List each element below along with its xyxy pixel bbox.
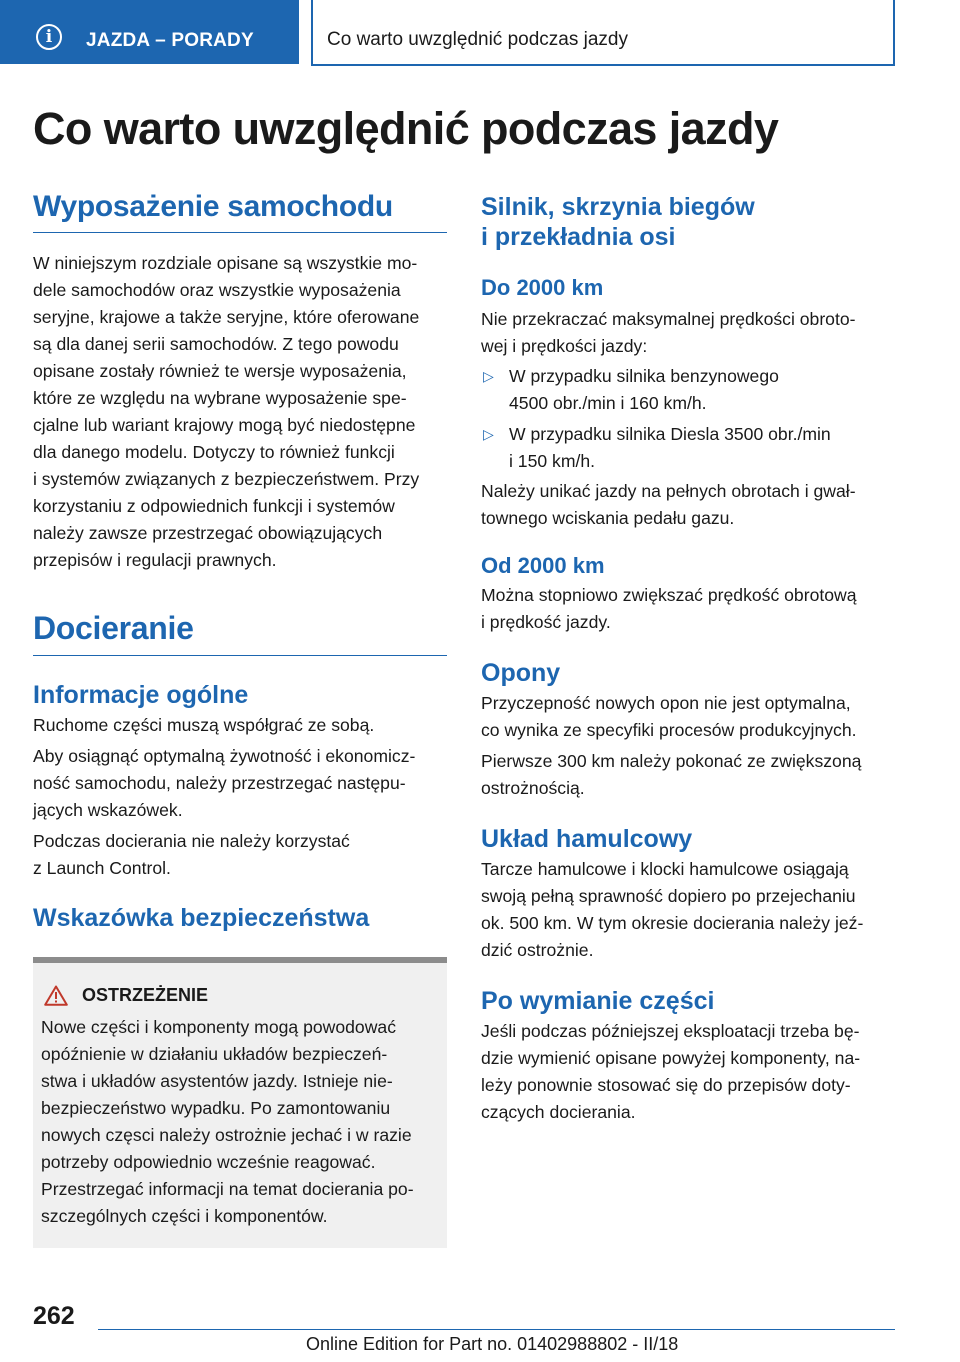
tires-p1: Przyczepność nowych opon nie jest optymalna, co wynika ze specyfiki procesów produkcyjnych.: [481, 693, 857, 740]
general-p1: Ruchome części muszą współgrać ze sobą.: [33, 715, 375, 735]
section-tab: [0, 0, 299, 64]
footer-divider: [98, 1329, 895, 1330]
equipment-paragraph: W niniejszym rozdziale opisane są wszystkie mo‐ dele samochodów oraz wszystkie wyposażenia seryjne, krajowe a także seryjne, które oferowane są dla danej serii samochodów. Z tego powodu opisane zostały również te wersje wyposażenia, które ze względu na wybrane wyposażenie spe‐ cjalne lub wariant krajowy mogą być niedostępne dla danego modelu. Dotyczy to również funkcji i systemów związanych z bezpieczeństwem. Przy korzystaniu z odpowiednich funkcji i systemów należy zawsze przestrzegać obowiązujących przepisów i regulacji prawnych.: [33, 253, 420, 570]
rpm-limits-list: [481, 363, 895, 475]
info-icon: i: [36, 24, 62, 50]
brakes-text: Tarcze hamulcowe i klocki hamulcowe osiągają swoją pełną sprawność dopiero po przejechaniu ok. 500 km. W tym okresie docierania należy jeź‐ dzić ostrożnie.: [481, 859, 864, 960]
warning-label: OSTRZEŻENIE: [82, 985, 209, 1005]
bullet-triangle-icon: ▷: [483, 368, 494, 384]
page-title: Co warto uwzględnić podczas jazdy: [33, 103, 779, 154]
from-2000-heading: Od 2000 km: [481, 553, 605, 578]
left-column: [33, 190, 447, 1248]
general-info-heading: Informacje ogólne: [33, 681, 249, 709]
upto-outro: Należy unikać jazdy na pełnych obrotach i gwał‐ townego wciskania pedału gazu.: [481, 481, 856, 528]
general-p2: Aby osiągnąć optymalną żywotność i ekonomicz‐ ność samochodu, należy przestrzegać następu‐ jących wskazówek.: [33, 746, 416, 820]
breakin-heading: Docieranie: [33, 610, 447, 656]
parts-text: Jeśli podczas późniejszej eksploatacji trzeba bę‐ dzie wymienić opisane powyżej komponenty, na‐ leży ponownie stosować się do przepisów doty‐ czących docierania.: [481, 1021, 861, 1122]
list-item: ▷ W przypadku silnika benzynowego 4500 obr./min i 160 km/h.: [481, 363, 895, 417]
safety-heading: Wskazówka bezpieczeństwa: [33, 904, 370, 932]
warning-header: [41, 985, 439, 1006]
warning-box: [33, 957, 447, 1248]
section-label: JAZDA – PORADY: [86, 30, 254, 51]
tires-p2: Pierwsze 300 km należy pokonać ze zwiększoną ostrożnością.: [481, 751, 862, 798]
parts-heading: Po wymianie części: [481, 987, 715, 1015]
chapter-title: Co warto uwzględnić podczas jazdy: [327, 29, 628, 50]
upto-2000-heading: Do 2000 km: [481, 275, 604, 300]
equipment-heading: Wyposażenie samochodu: [33, 190, 447, 233]
engine-heading: Silnik, skrzynia biegów i przekładnia osi: [481, 193, 755, 251]
from-2000-text: Można stopniowo zwiększać prędkość obrotową i prędkość jazdy.: [481, 585, 857, 632]
right-column: [481, 192, 895, 1126]
list-item: ▷ W przypadku silnika Diesla 3500 obr./min i 150 km/h.: [481, 421, 895, 475]
bullet-triangle-icon: ▷: [483, 426, 494, 442]
general-p3: Podczas docierania nie należy korzystać z Launch Control.: [33, 831, 350, 878]
brakes-heading: Układ hamulcowy: [481, 825, 693, 853]
upto-intro: Nie przekraczać maksymalnej prędkości obroto‐ wej i prędkości jazdy:: [481, 309, 856, 356]
warning-triangle-icon: [44, 985, 68, 1006]
tires-heading: Opony: [481, 659, 561, 687]
chapter-header: [311, 0, 895, 66]
page-number: 262: [33, 1302, 75, 1330]
edition-text: Online Edition for Part no. 01402988802 - II/18: [306, 1334, 679, 1354]
warning-text: Nowe części i komponenty mogą powodować opóźnienie w działaniu układów bezpieczeń‐ stwa i układów asystentów jazdy. Istnieje nie‐ bezpieczeństwo wypadku. Po zamontowaniu nowych częsci należy ostrożnie jechać i w razie potrzeby odpowiednio wcześnie reagować. Przestrzegać informacji na temat docierania po‐ szczególnych części i komponentów.: [41, 1017, 414, 1226]
